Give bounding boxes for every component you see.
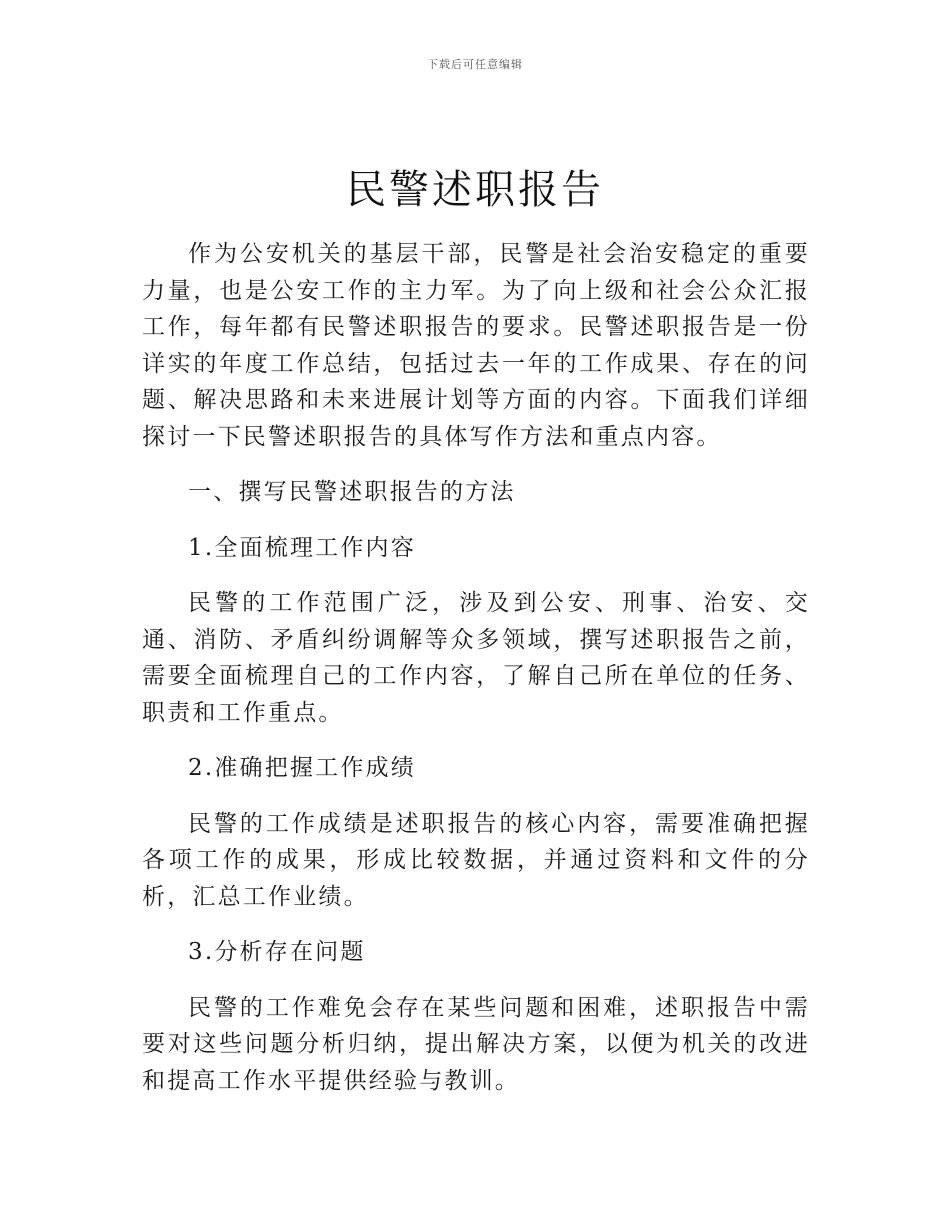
item-paragraph-3: 民警的工作难免会存在某些问题和困难，述职报告中需要对这些问题分析归纳，提出解决方案，以便为机关的改进和提高工作水平提供经验与教训。: [142, 994, 810, 1094]
item-heading-2: 2.准确把握工作成绩: [188, 755, 416, 781]
item-paragraph-1: 民警的工作范围广泛，涉及到公安、刑事、治安、交通、消防、矛盾纠纷调解等众多领域，撰写述职报告之前，需要全面梳理自己的工作内容，了解自己所在单位的任务、职责和工作重点。: [142, 590, 810, 726]
page-header: 下载后可任意编辑: [427, 58, 523, 71]
item-paragraph-2: 民警的工作成绩是述职报告的核心内容，需要准确把握各项工作的成果，形成比较数据，并通过资料和文件的分析，汇总工作业绩。: [142, 810, 810, 910]
document-body: [142, 236, 810, 1099]
intro-paragraph: 作为公安机关的基层干部，民警是社会治安稳定的重要力量，也是公安工作的主力军。为了向上级和社会公众汇报工作，每年都有民警述职报告的要求。民警述职报告是一份详实的年度工作总结，包括过去一年的工作成果、存在的问题、解决思路和未来进展计划等方面的内容。下面我们详细探讨一下民警述职报告的具体写作方法和重点内容。: [142, 241, 810, 450]
item-heading-3: 3.分析存在问题: [188, 939, 366, 965]
item-heading-1: 1.全面梳理工作内容: [188, 534, 416, 561]
document-title: 民警述职报告: [346, 167, 604, 213]
section-heading-methods: 一、撰写民警述职报告的方法: [188, 479, 516, 505]
